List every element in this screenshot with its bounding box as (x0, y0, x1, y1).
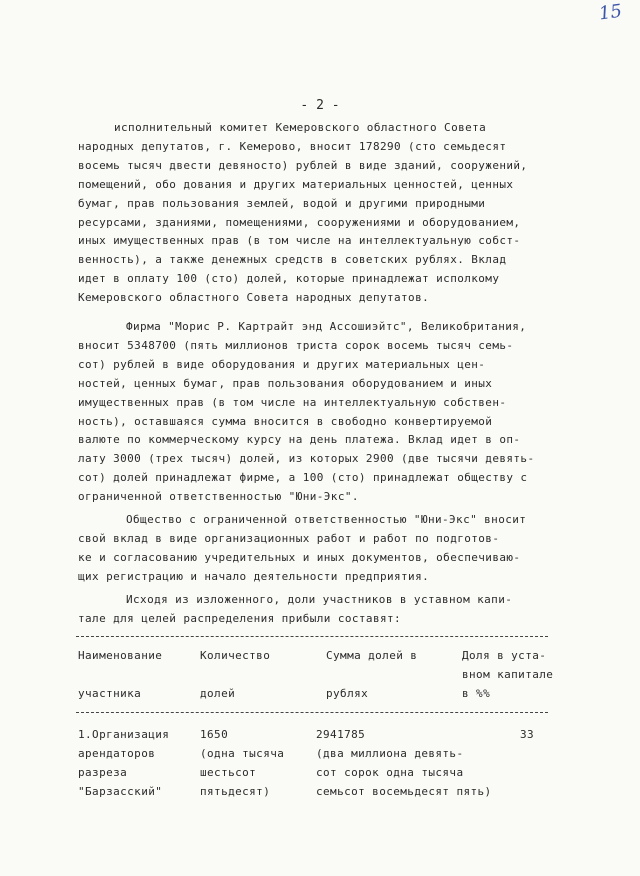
header-participant-name: Наименование участника (78, 649, 163, 700)
paragraph-text: Исходя из изложенного, доли участников в уставном капи- тале для целей распределения прибыли составят: (78, 593, 513, 625)
row-share-sum: 2941785 (два миллиона девять- сот сорок одна тысяча семьсот восемьдесят пять) (316, 728, 492, 798)
table-rule-header (76, 712, 548, 713)
row-participant-name: 1.Организация арендаторов разреза "Барзасский" (78, 728, 170, 798)
row-share-count: 1650 (одна тысяча шестьсот пятьдесят) (200, 728, 285, 798)
header-share-sum: Сумма долей в рублях (326, 649, 418, 700)
row-share-percent: 33 (520, 728, 535, 741)
header-share-count: Количество долей (200, 649, 271, 700)
paragraph-text: Фирма "Морис Р. Картрайт энд Ассошиэйтс", Великобритания, вносит 5348700 (пять миллионов триста сорок восемь тысяч семь- сот) рублей в виде оборудования и других материальных цен- ностей, ценных бумаг, прав пользования оборудованием и иных имущественных прав (в том числе на интеллектуальную собствен- ность), оставшаяся сумма вносится в свободно конвертируемой валюте по коммерческому курсу на день платежа. Вклад идет в оп- лату 3000 (трех тысяч) долей, из которых 2900 (две тысячи девять- сот) долей принадлежат фирме, а 100 (сто) принадлежат обществу с ограниченной ответственностью "Юни-Экс". (78, 320, 535, 504)
header-share-percent: Доля в уста- вном капитале в %% (462, 649, 554, 700)
paragraph-ispolkom (78, 119, 578, 308)
paragraph-firma (78, 318, 578, 507)
paragraph-conclusion (78, 591, 578, 629)
paragraph-uni-ex (78, 511, 578, 587)
page-number: - 2 - (300, 98, 340, 113)
paragraph-text: Общество с ограниченной ответственностью "Юни-Экс" вносит свой вклад в виде организационных работ и работ по подготов- ке и согласованию учредительных и иных документов, обеспечиваю- щих регистрацию и начало деятельности предприятия. (78, 513, 527, 583)
handwritten-page-number: 15 (597, 0, 624, 25)
paragraph-text: исполнительный комитет Кемеровского областного Совета народных депутатов, г. Кемерово, вносит 178290 (сто семьдесят восемь тысяч двести девяносто) рублей в виде зданий, сооружений, помещений, обо дования и других материальных ценностей, ценных бумаг, прав пользования землей, водой и другими природными ресурсами, зданиями, помещениями, сооружениями и оборудованием, иных имущественных прав (в том числе на интеллектуальную собст- венность), а также денежных средств в советских рублях. Вклад идет в оплату 100 (сто) долей, которые принадлежат исполкому Кемеровского областного Совета народных депутатов. (78, 121, 528, 305)
table-rule-top (76, 636, 548, 637)
